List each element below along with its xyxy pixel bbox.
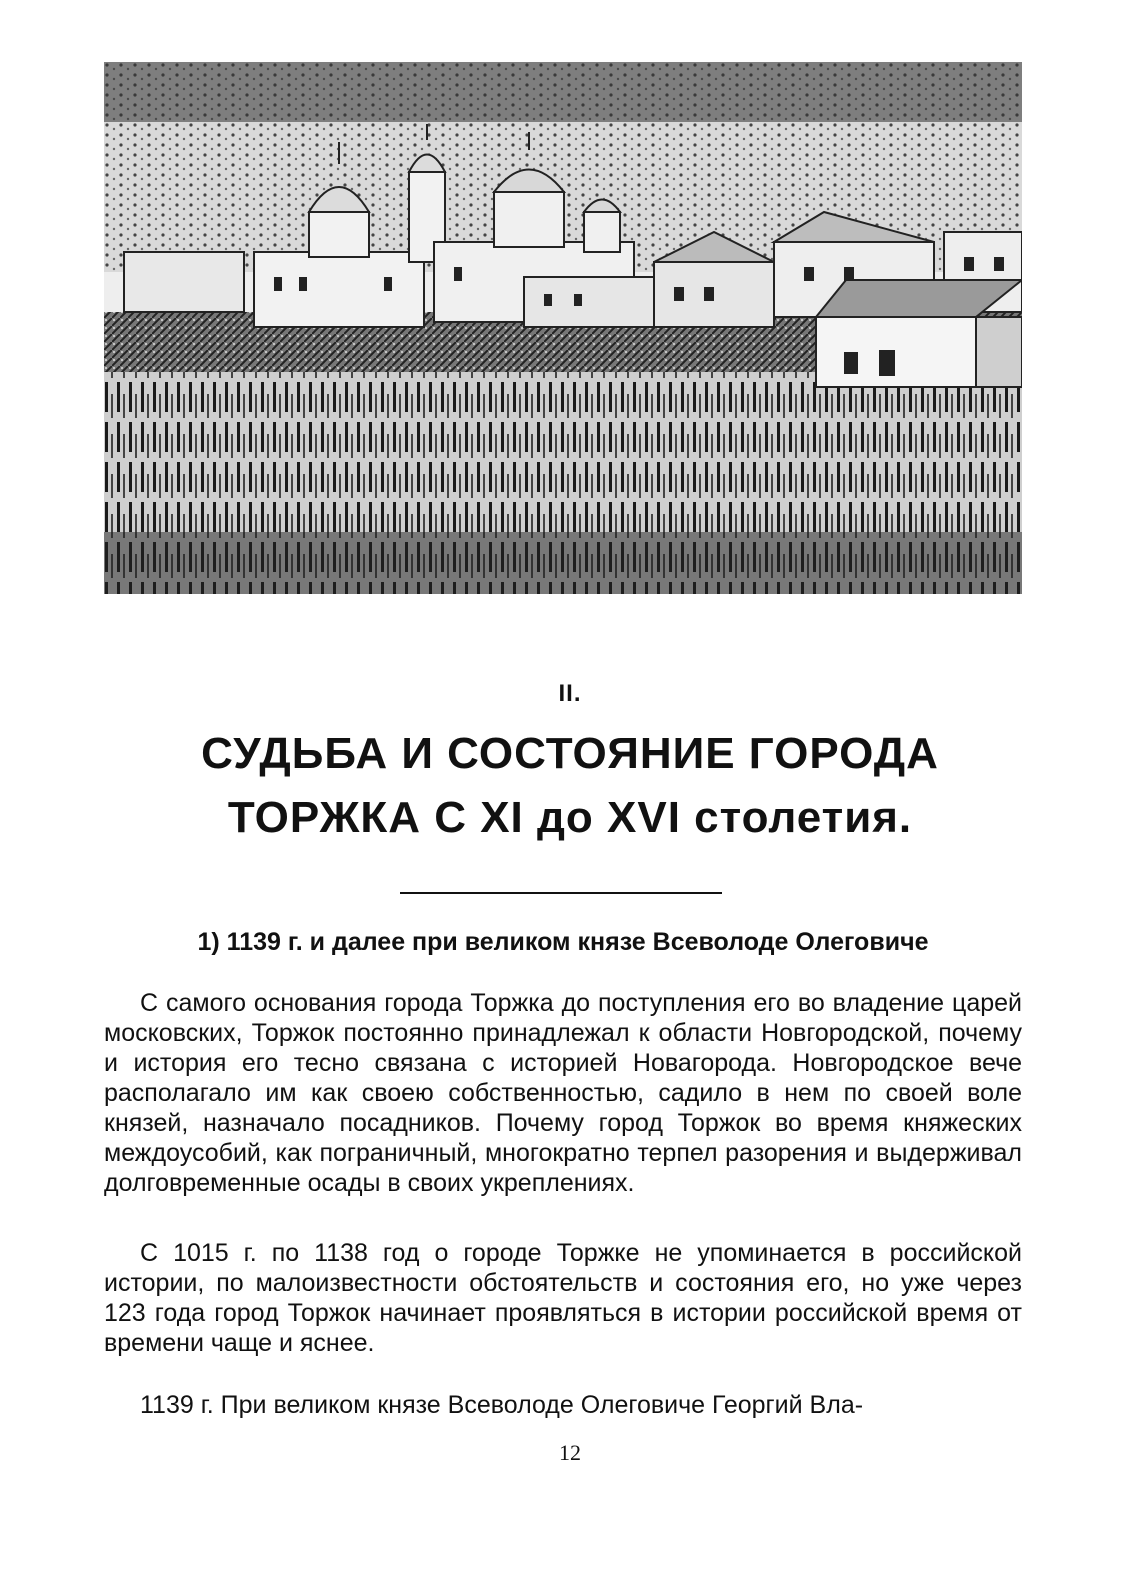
page-number: 12 [559, 1440, 581, 1465]
section-number: II. [558, 680, 582, 707]
paragraph-text: 1139 г. При великом князе Всеволоде Олеговиче Георгий Вла- [140, 1391, 864, 1419]
body-paragraph-2 [104, 1238, 1022, 1358]
chapter-title [120, 722, 1020, 850]
title-divider [400, 892, 722, 894]
body-paragraph-3 [104, 1390, 1022, 1420]
town-river-illustration [104, 62, 1022, 594]
subsection-heading: 1) 1139 г. и далее при великом князе Всеволоде Олеговиче [197, 928, 929, 956]
paragraph-text: С самого основания города Торжка до поступления его во владение царей московских, Торжок постоянно принадлежал к области Новгородской, почему и история его тесно связана с историей Новагорода. Новгородское вече располагало им как своею собственностью, садило в нем по своей воле князей, назначало посадников. Почему город Торжок во время княжеских междоусобий, как пограничный, многократно терпел разорения и выдерживал долговременные осады в своих укреплениях. [104, 989, 1022, 1197]
paragraph-text: С 1015 г. по 1138 год о городе Торжке не упоминается в российской истории, по малоизвестности обстоятельств и состояния его, но уже через 123 года город Торжок начинает проявляться в истории российской время от времени чаще и яснее. [104, 1239, 1022, 1357]
body-paragraph-1 [104, 988, 1022, 1198]
chapter-title-line-1: СУДЬБА И СОСТОЯНИЕ ГОРОДА [201, 729, 939, 778]
chapter-title-line-2: ТОРЖКА С XI до XVI столетия. [227, 793, 913, 842]
